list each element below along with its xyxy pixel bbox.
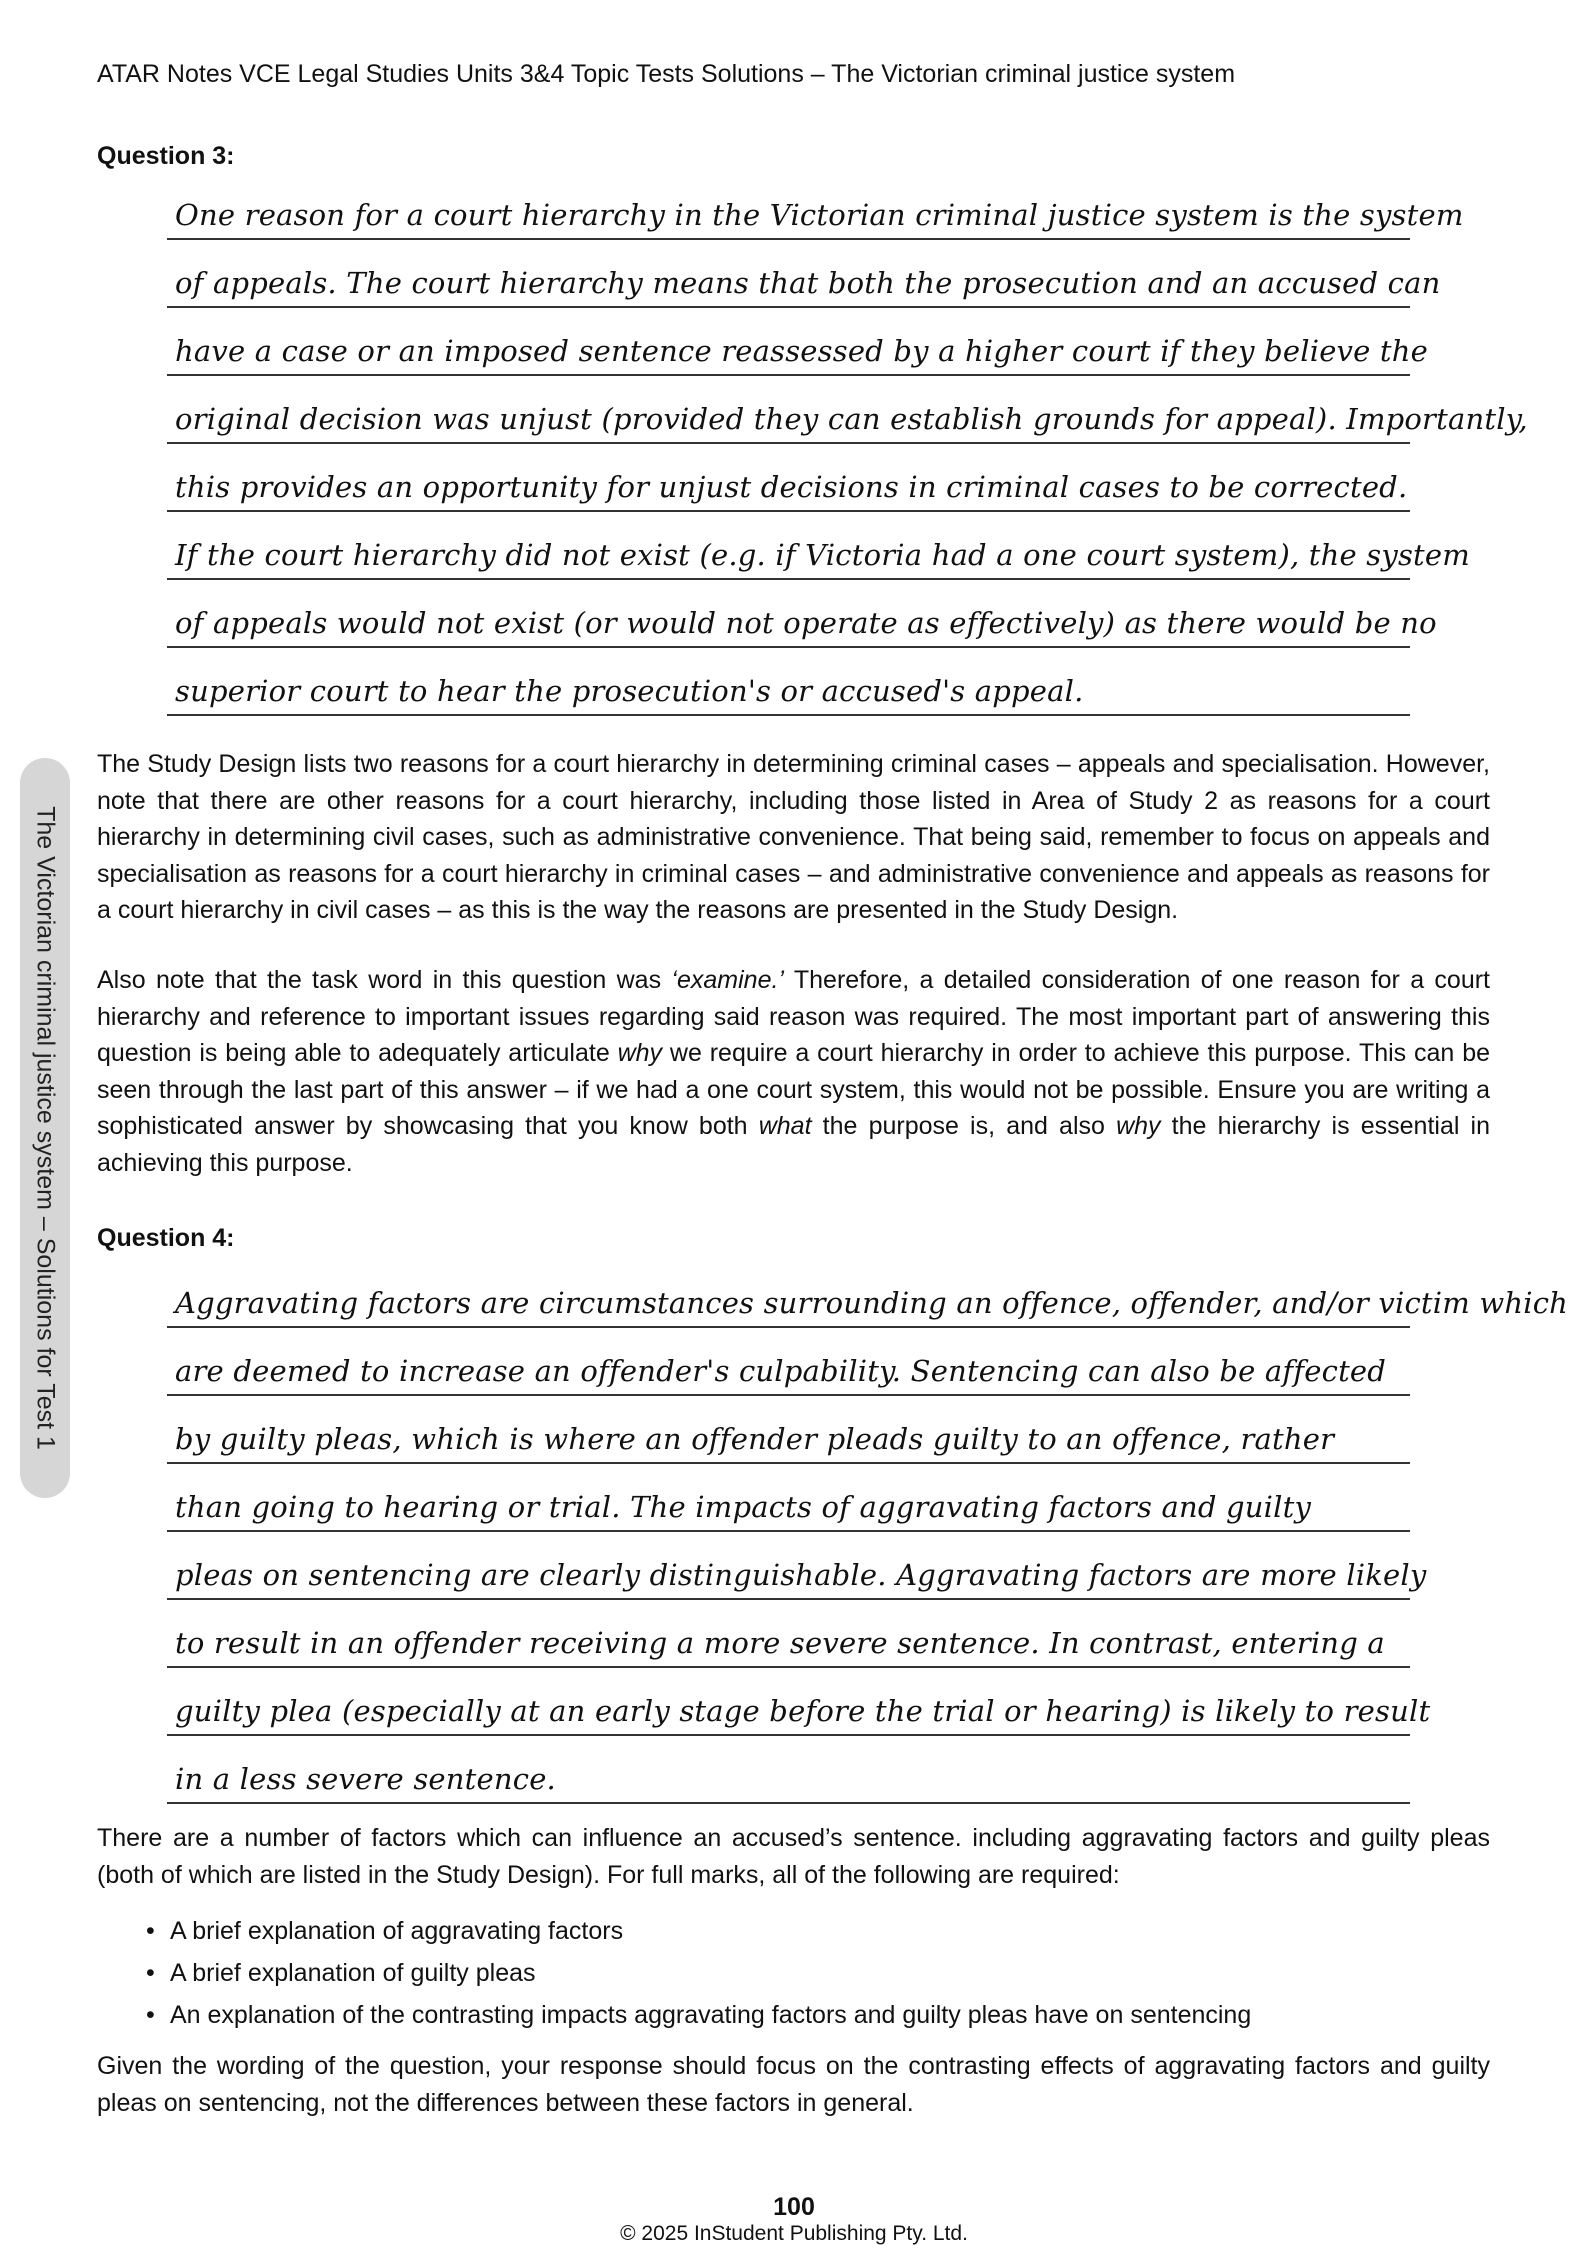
commentary-text: the hierarchy is essential in achieving this purpose. — [97, 1112, 1490, 1177]
question-4-handwritten-answer — [167, 1260, 1569, 1804]
answer-line — [167, 172, 1464, 240]
list-item: • An explanation of the contrasting impacts aggravating factors and guilty pleas have on sentencing — [140, 1994, 1251, 2036]
why-emphasis: why — [617, 1039, 663, 1067]
question-3-heading: Question 3: — [97, 142, 235, 170]
answer-line-text: have a case or an imposed sentence reassessed by a higher court if they believe the — [175, 334, 1429, 368]
answer-line — [167, 648, 1410, 716]
question-3-commentary-study-design: The Study Design lists two reasons for a court hierarchy in determining criminal cases – appeals and specialisation. However, note that there are other reasons for a court hierarchy, including those listed in Area of Study 2 as reasons for a court hierarchy in determining civil cases, such as administrative convenience. That being said, remember to focus on appeals and specialisation as reasons for a court hierarchy in criminal cases – and administrative convenience and appeals as reasons for a court hierarchy in civil cases – as this is the way the reasons are presented in the Study Design. — [97, 750, 1490, 924]
copyright-notice: © 2025 InStudent Publishing Pty. Ltd. — [620, 2222, 968, 2245]
chapter-side-tab — [20, 758, 70, 1498]
answer-line — [167, 376, 1528, 444]
requirements-list — [140, 1910, 1251, 2036]
question-3-commentary-task-word — [97, 962, 1490, 1181]
answer-line-text: to result in an offender receiving a more severe sentence. In contrast, entering a — [175, 1626, 1385, 1660]
answer-line-text: are deemed to increase an offender's culpability. Sentencing can also be affected — [175, 1354, 1387, 1388]
answer-line — [167, 1328, 1410, 1396]
answer-line — [167, 1600, 1410, 1668]
answer-line-text: of appeals would not exist (or would not operate as effectively) as there would be no — [175, 606, 1437, 640]
answer-line — [167, 1260, 1569, 1328]
commentary-text: Therefore, a detailed consideration of one reason for a court hierarchy and reference to important issues regarding said reason was required. The most important part of answering this question is being able to adequately articulate — [97, 966, 1491, 1067]
answer-line — [167, 1396, 1410, 1464]
answer-line-text: Aggravating factors are circumstances surrounding an offence, offender, and/or victim which — [175, 1286, 1569, 1320]
answer-line-text: by guilty pleas, which is where an offender pleads guilty to an offence, rather — [175, 1422, 1335, 1456]
question-4-commentary-closing: Given the wording of the question, your response should focus on the contrasting effects of aggravating factors and guilty pleas on sentencing, not the differences between these factors in general. — [97, 2052, 1490, 2117]
answer-line-text: than going to hearing or trial. The impacts of aggravating factors and guilty — [175, 1490, 1312, 1524]
chapter-side-tab-label: The Victorian criminal justice system – Solutions for Test 1 — [31, 806, 60, 1450]
answer-line-text: original decision was unjust (provided they can establish grounds for appeal). Importantly, — [175, 402, 1528, 436]
answer-line-text: this provides an opportunity for unjust decisions in criminal cases to be corrected. — [175, 470, 1408, 504]
task-word-emphasis: ‘examine.’ — [671, 966, 784, 994]
answer-line — [167, 444, 1410, 512]
answer-line-text: in a less severe sentence. — [175, 1762, 556, 1796]
answer-line-text: pleas on sentencing are clearly distinguishable. Aggravating factors are more likely — [175, 1558, 1427, 1592]
commentary-text: the purpose is, and also — [811, 1112, 1117, 1140]
answer-line — [167, 1668, 1431, 1736]
answer-line-text: If the court hierarchy did not exist (e.g. if Victoria had a one court system), the system — [175, 538, 1470, 572]
answer-line — [167, 1736, 1410, 1804]
answer-line-text: superior court to hear the prosecution's or accused's appeal. — [175, 674, 1084, 708]
answer-line — [167, 1532, 1427, 1600]
commentary-text: we require a court hierarchy in order to achieve this purpose. This can be seen through the last part of this answer – if we had a one court system, this would not be possible. Ensure you are writing a sophisticated answer by showcasing that you know both — [97, 1039, 1490, 1140]
answer-line — [167, 240, 1441, 308]
answer-line — [167, 580, 1437, 648]
question-3-handwritten-answer — [167, 172, 1528, 716]
answer-line — [167, 1464, 1410, 1532]
what-emphasis: what — [758, 1112, 812, 1140]
running-header: ATAR Notes VCE Legal Studies Units 3&4 Topic Tests Solutions – The Victorian criminal justice system — [97, 60, 1236, 88]
list-item: • A brief explanation of aggravating factors — [140, 1910, 1251, 1952]
answer-line — [167, 308, 1429, 376]
answer-line — [167, 512, 1470, 580]
why-emphasis: why — [1116, 1112, 1161, 1140]
list-item: • A brief explanation of guilty pleas — [140, 1952, 1251, 1994]
question-4-commentary-intro: There are a number of factors which can influence an accused’s sentence. including aggravating factors and guilty pleas (both of which are listed in the Study Design). For full marks, all of the following are required: — [97, 1824, 1490, 1889]
question-4-heading: Question 4: — [97, 1224, 235, 1252]
commentary-text: Also note that the task word in this question was — [97, 966, 672, 994]
answer-line-text: One reason for a court hierarchy in the Victorian criminal justice system is the system — [175, 198, 1464, 232]
answer-line-text: guilty plea (especially at an early stage before the trial or hearing) is likely to result — [175, 1694, 1431, 1728]
page-number: 100 — [773, 2193, 815, 2221]
answer-line-text: of appeals. The court hierarchy means that both the prosecution and an accused can — [175, 266, 1441, 300]
